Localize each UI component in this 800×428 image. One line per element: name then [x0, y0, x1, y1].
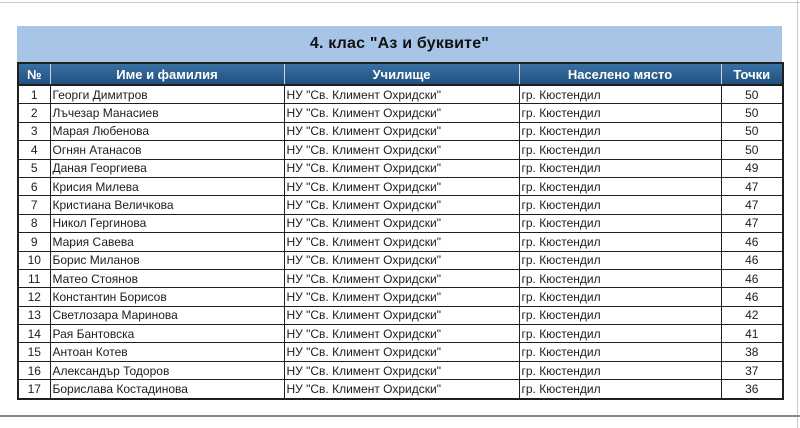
cell-city[interactable]: гр. Кюстендил: [519, 361, 721, 379]
cell-name[interactable]: Никол Гергинова: [50, 214, 284, 232]
cell-name[interactable]: Марая Любенова: [50, 122, 284, 140]
table-row: [18, 325, 783, 343]
cell-school[interactable]: НУ "Св. Климент Охридски": [284, 269, 519, 287]
cell-school[interactable]: НУ "Св. Климент Охридски": [284, 122, 519, 140]
column-header-school[interactable]: Училище: [284, 63, 519, 85]
results-table: [17, 62, 784, 400]
window-top-edge: [0, 2, 800, 3]
cell-num[interactable]: 3: [18, 122, 50, 140]
cell-city[interactable]: гр. Кюстендил: [519, 343, 721, 361]
cell-num[interactable]: 12: [18, 288, 50, 306]
cell-points[interactable]: 41: [721, 325, 783, 343]
cell-name[interactable]: Даная Георгиева: [50, 159, 284, 177]
cell-school[interactable]: НУ "Св. Климент Охридски": [284, 233, 519, 251]
table-row: [18, 269, 783, 287]
cell-name[interactable]: Огнян Атанасов: [50, 141, 284, 159]
cell-points[interactable]: 38: [721, 343, 783, 361]
cell-school[interactable]: НУ "Св. Климент Охридски": [284, 141, 519, 159]
cell-school[interactable]: НУ "Св. Климент Охридски": [284, 214, 519, 232]
cell-city[interactable]: гр. Кюстендил: [519, 251, 721, 269]
header-row: [18, 63, 783, 85]
table-row: [18, 288, 783, 306]
cell-city[interactable]: гр. Кюстендил: [519, 306, 721, 324]
table-row: [18, 104, 783, 122]
table-row: [18, 159, 783, 177]
cell-points[interactable]: 46: [721, 233, 783, 251]
cell-school[interactable]: НУ "Св. Климент Охридски": [284, 380, 519, 399]
cell-city[interactable]: гр. Кюстендил: [519, 141, 721, 159]
cell-city[interactable]: гр. Кюстендил: [519, 159, 721, 177]
cell-city[interactable]: гр. Кюстендил: [519, 288, 721, 306]
cell-num[interactable]: 10: [18, 251, 50, 269]
cell-num[interactable]: 9: [18, 233, 50, 251]
table-row: [18, 251, 783, 269]
table-row: [18, 343, 783, 361]
cell-name[interactable]: Борислава Костадинова: [50, 380, 284, 399]
cell-city[interactable]: гр. Кюстендил: [519, 380, 721, 399]
cell-school[interactable]: НУ "Св. Климент Охридски": [284, 177, 519, 195]
cell-points[interactable]: 50: [721, 85, 783, 104]
cell-num[interactable]: 17: [18, 380, 50, 399]
cell-points[interactable]: 49: [721, 159, 783, 177]
cell-city[interactable]: гр. Кюстендил: [519, 214, 721, 232]
cell-name[interactable]: Матео Стоянов: [50, 269, 284, 287]
cell-num[interactable]: 14: [18, 325, 50, 343]
column-header-city[interactable]: Населено място: [519, 63, 721, 85]
cell-school[interactable]: НУ "Св. Климент Охридски": [284, 196, 519, 214]
spreadsheet-region: [17, 26, 782, 400]
cell-city[interactable]: гр. Кюстендил: [519, 269, 721, 287]
table-row: [18, 361, 783, 379]
cell-num[interactable]: 13: [18, 306, 50, 324]
cell-points[interactable]: 47: [721, 196, 783, 214]
cell-school[interactable]: НУ "Св. Климент Охридски": [284, 306, 519, 324]
cell-school[interactable]: НУ "Св. Климент Охридски": [284, 159, 519, 177]
cell-name[interactable]: Лъчезар Манасиев: [50, 104, 284, 122]
cell-points[interactable]: 46: [721, 269, 783, 287]
cell-school[interactable]: НУ "Св. Климент Охридски": [284, 325, 519, 343]
cell-name[interactable]: Кристиана Величкова: [50, 196, 284, 214]
table-body: [18, 85, 783, 399]
cell-name[interactable]: Борис Миланов: [50, 251, 284, 269]
column-header-name[interactable]: Име и фамилия: [50, 63, 284, 85]
table-title-cell[interactable]: 4. клас "Аз и буквите": [17, 26, 782, 62]
cell-name[interactable]: Антоан Котев: [50, 343, 284, 361]
cell-school[interactable]: НУ "Св. Климент Охридски": [284, 104, 519, 122]
cell-num[interactable]: 11: [18, 269, 50, 287]
cell-name[interactable]: Александър Тодоров: [50, 361, 284, 379]
cell-name[interactable]: Георги Димитров: [50, 85, 284, 104]
cell-city[interactable]: гр. Кюстендил: [519, 104, 721, 122]
cell-points[interactable]: 36: [721, 380, 783, 399]
cell-school[interactable]: НУ "Св. Климент Охридски": [284, 361, 519, 379]
cell-points[interactable]: 46: [721, 288, 783, 306]
cell-num[interactable]: 4: [18, 141, 50, 159]
cell-num[interactable]: 8: [18, 214, 50, 232]
table-row: [18, 141, 783, 159]
table-row: [18, 177, 783, 195]
table-row: [18, 214, 783, 232]
cell-points[interactable]: 46: [721, 251, 783, 269]
cell-num[interactable]: 16: [18, 361, 50, 379]
table-row: [18, 85, 783, 104]
column-header-points[interactable]: Точки: [721, 63, 783, 85]
cell-school[interactable]: НУ "Св. Климент Охридски": [284, 343, 519, 361]
cell-num[interactable]: 7: [18, 196, 50, 214]
cell-num[interactable]: 5: [18, 159, 50, 177]
table-row: [18, 380, 783, 399]
cell-num[interactable]: 1: [18, 85, 50, 104]
table-row: [18, 306, 783, 324]
cell-city[interactable]: гр. Кюстендил: [519, 122, 721, 140]
cell-city[interactable]: гр. Кюстендил: [519, 177, 721, 195]
cell-num[interactable]: 6: [18, 177, 50, 195]
sheet-bottom-line: [0, 415, 800, 417]
cell-city[interactable]: гр. Кюстендил: [519, 196, 721, 214]
cell-num[interactable]: 2: [18, 104, 50, 122]
cell-points[interactable]: 37: [721, 361, 783, 379]
cell-name[interactable]: Константин Борисов: [50, 288, 284, 306]
cell-city[interactable]: гр. Кюстендил: [519, 233, 721, 251]
cell-school[interactable]: НУ "Св. Климент Охридски": [284, 85, 519, 104]
table-row: [18, 196, 783, 214]
cell-school[interactable]: НУ "Св. Климент Охридски": [284, 288, 519, 306]
window-right-edge: [797, 0, 798, 428]
cell-city[interactable]: гр. Кюстендил: [519, 325, 721, 343]
cell-points[interactable]: 47: [721, 177, 783, 195]
cell-points[interactable]: 50: [721, 104, 783, 122]
table-row: [18, 233, 783, 251]
cell-points[interactable]: 47: [721, 214, 783, 232]
column-header-num[interactable]: №: [18, 63, 50, 85]
cell-school[interactable]: НУ "Св. Климент Охридски": [284, 251, 519, 269]
cell-city[interactable]: гр. Кюстендил: [519, 85, 721, 104]
table-row: [18, 122, 783, 140]
cell-points[interactable]: 50: [721, 122, 783, 140]
cell-name[interactable]: Рая Бантовска: [50, 325, 284, 343]
cell-name[interactable]: Светлозара Маринова: [50, 306, 284, 324]
cell-points[interactable]: 50: [721, 141, 783, 159]
cell-name[interactable]: Крисия Милева: [50, 177, 284, 195]
cell-num[interactable]: 15: [18, 343, 50, 361]
cell-points[interactable]: 42: [721, 306, 783, 324]
cell-name[interactable]: Мария Савева: [50, 233, 284, 251]
